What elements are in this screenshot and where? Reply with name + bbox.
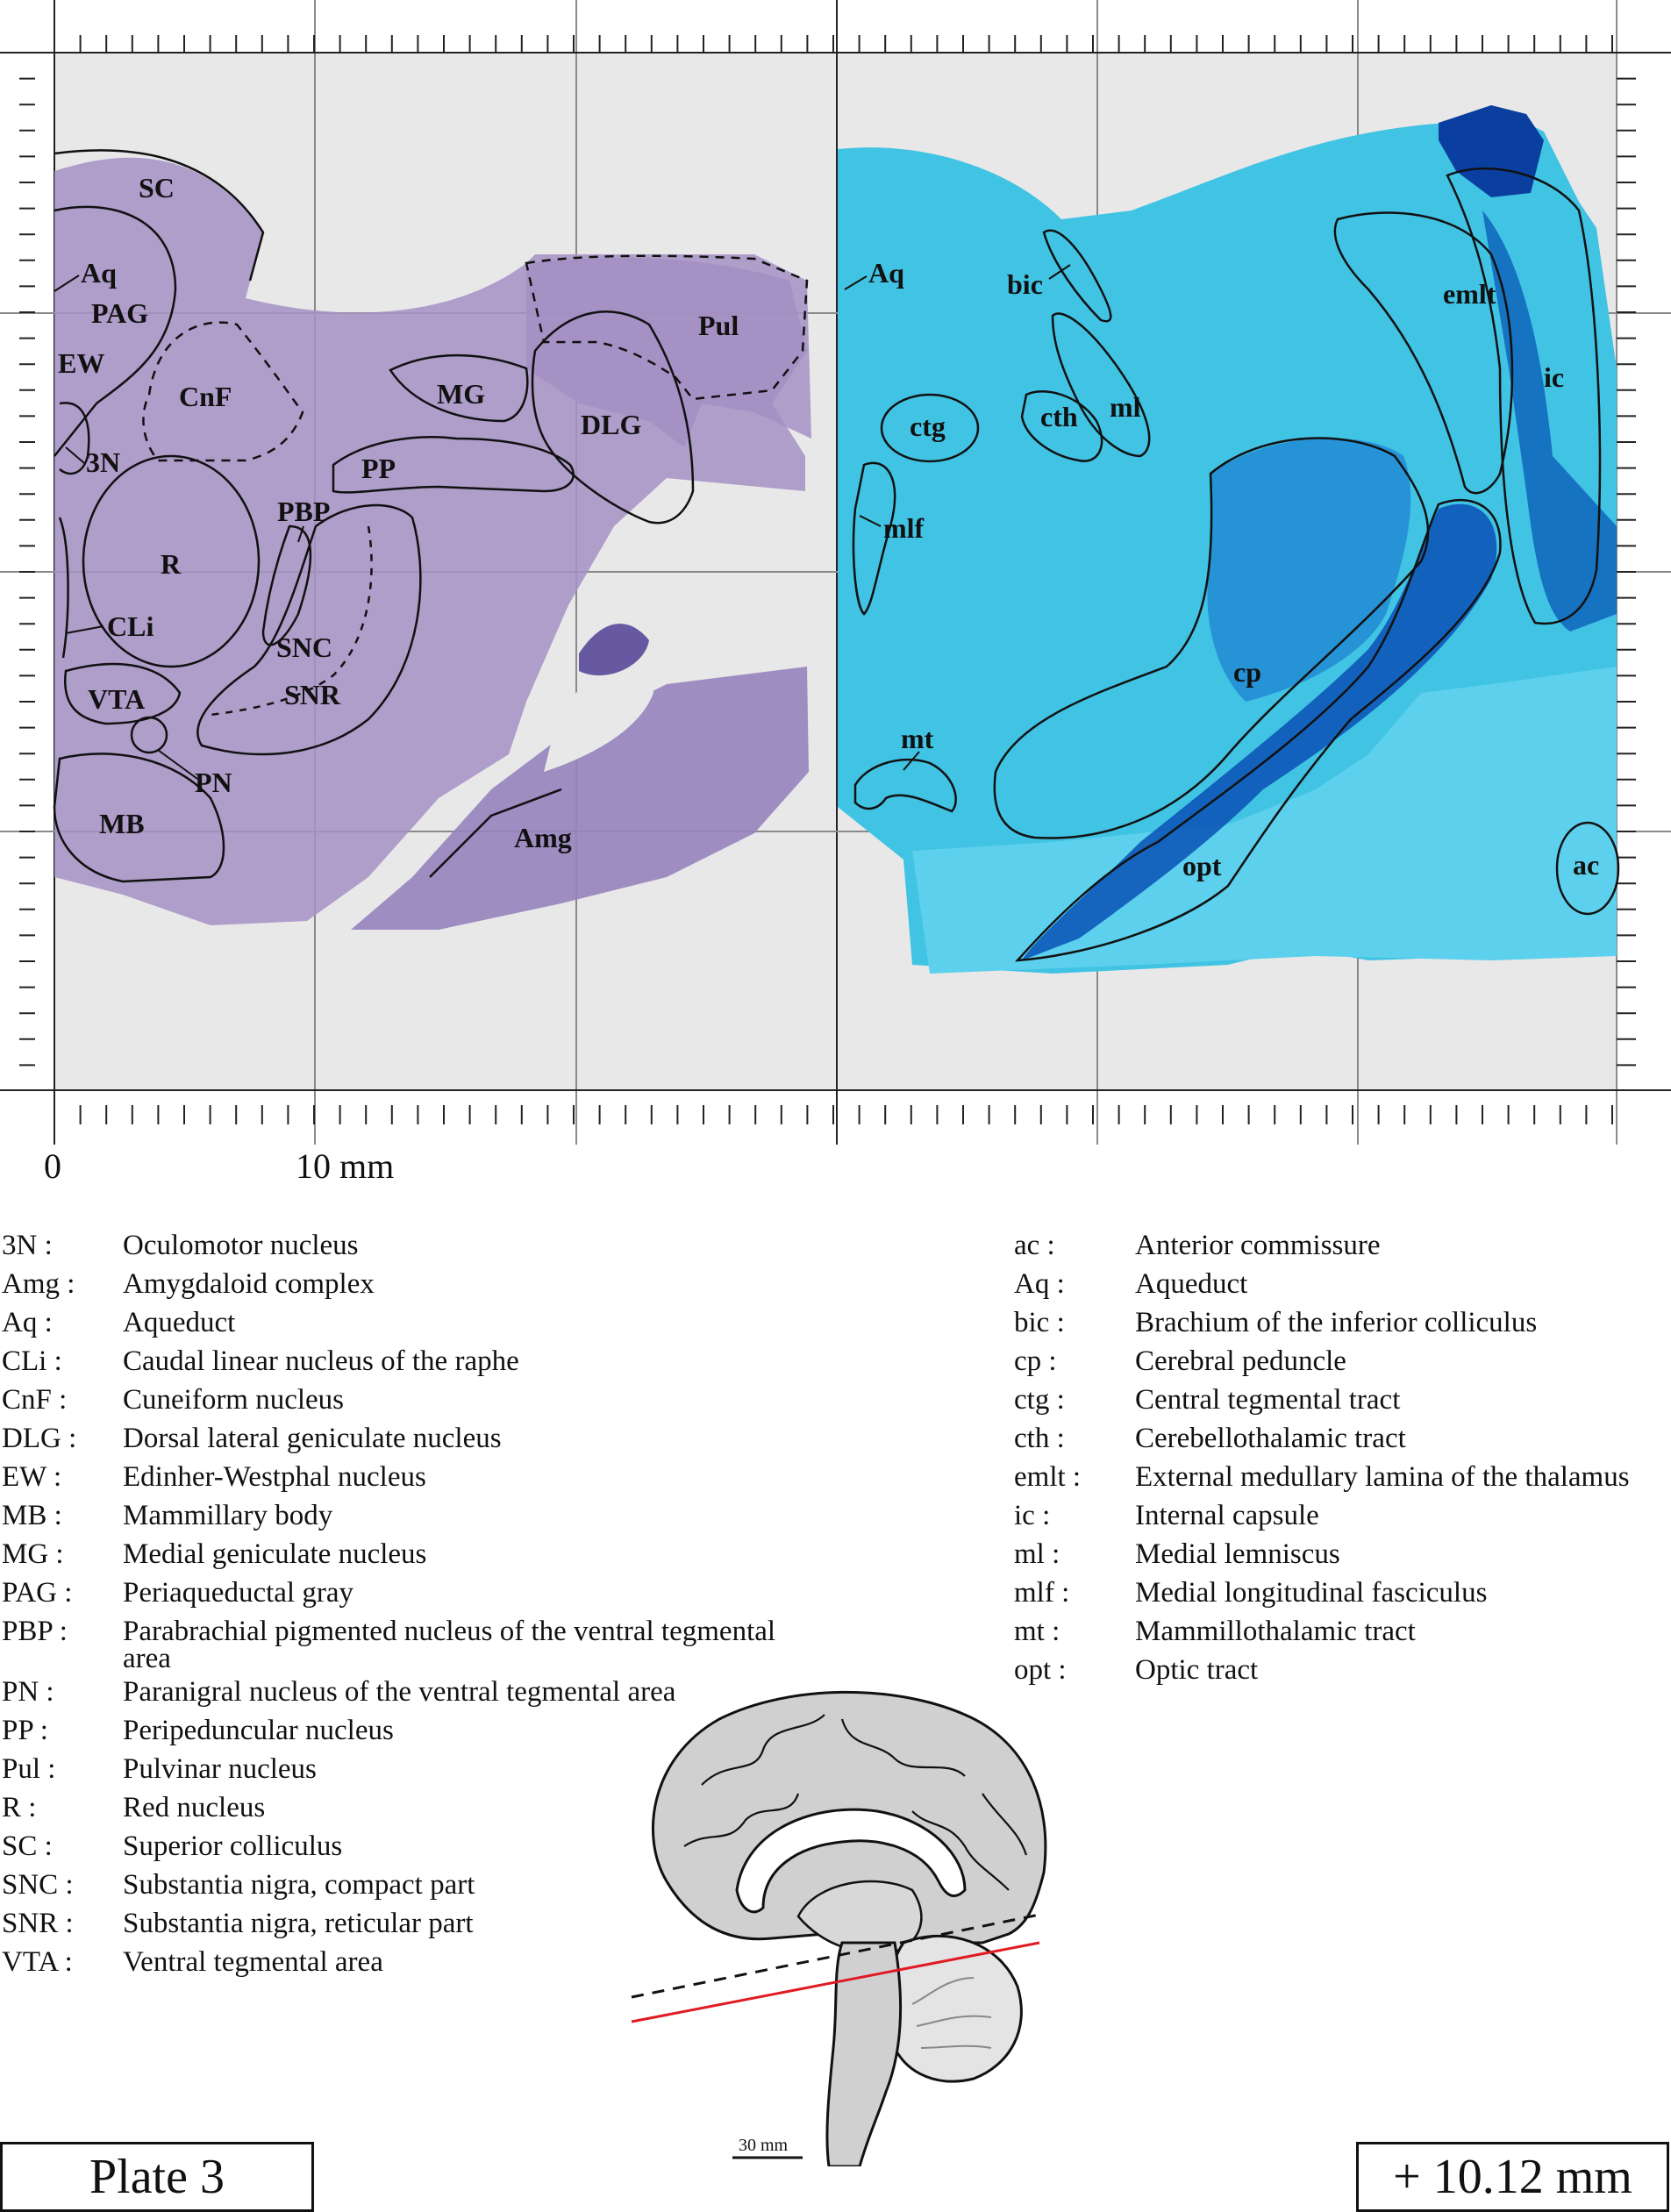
legend-abbreviation: MB : — [2, 1500, 62, 1531]
legend-description: Cuneiform nucleus — [123, 1384, 345, 1416]
brain-cerebellum — [887, 1936, 1021, 2081]
label-mlf: mlf — [883, 512, 925, 544]
legend-abbreviation: ac : — [1014, 1230, 1055, 1261]
legend-abbreviation: cth : — [1014, 1423, 1065, 1454]
legend-entry — [2, 1265, 791, 1303]
legend-entry — [2, 1612, 791, 1673]
legend-entry — [1014, 1342, 1663, 1381]
legend-entry — [2, 1573, 791, 1612]
label-ml: ml — [1110, 391, 1141, 423]
legend-abbreviation: PP : — [2, 1715, 48, 1746]
legend-abbreviation: Amg : — [2, 1268, 75, 1300]
label-vta: VTA — [88, 683, 146, 715]
legend-right — [1014, 1226, 1663, 1689]
legend-description: Substantia nigra, compact part — [123, 1869, 475, 1901]
label-bic: bic — [1007, 268, 1043, 300]
label-cli: CLi — [107, 610, 154, 642]
legend-entry — [2, 1226, 791, 1265]
brain-orientation-diagram — [614, 1680, 1070, 2166]
legend-description: Mammillary body — [123, 1500, 333, 1531]
legend-entry — [2, 1303, 791, 1342]
label-cth: cth — [1040, 401, 1078, 432]
label-pbp: PBP — [277, 496, 331, 527]
label-pp: PP — [361, 453, 396, 484]
legend-abbreviation: ctg : — [1014, 1384, 1065, 1416]
legend-description: Anterior commissure — [1135, 1230, 1381, 1261]
legend-entry — [1014, 1303, 1663, 1342]
label-pn: PN — [195, 767, 232, 798]
legend-entry — [1014, 1496, 1663, 1535]
label-sc: SC — [139, 172, 175, 203]
legend-description: Red nucleus — [123, 1792, 266, 1823]
brain-scale-label: 30 mm — [739, 2136, 789, 2155]
label-cp: cp — [1233, 656, 1261, 688]
legend-description: Paranigral nucleus of the ventral tegmental area — [123, 1676, 676, 1708]
legend-entry — [1014, 1612, 1663, 1651]
legend-abbreviation: R : — [2, 1792, 37, 1823]
legend-description: External medullary lamina of the thalamus — [1135, 1461, 1630, 1493]
label-ew: EW — [58, 347, 105, 379]
label-mt: mt — [901, 723, 934, 754]
stereotaxic-coordinate-box — [1356, 2142, 1669, 2212]
label-pag: PAG — [91, 297, 149, 329]
legend-description: Optic tract — [1135, 1654, 1259, 1686]
legend-description: Aqueduct — [123, 1307, 236, 1338]
stereotaxic-coordinate: + 10.12 mm — [1393, 2150, 1632, 2204]
legend-abbreviation: DLG : — [2, 1423, 77, 1454]
legend-entry — [2, 1381, 791, 1419]
label-mg: MG — [437, 378, 486, 410]
legend-description: Amygdaloid complex — [123, 1268, 375, 1300]
legend-description: Medial longitudinal fasciculus — [1135, 1577, 1488, 1609]
legend-abbreviation: SNC : — [2, 1869, 74, 1901]
legend-abbreviation: SC : — [2, 1830, 53, 1862]
legend-description: Caudal linear nucleus of the raphe — [123, 1345, 519, 1377]
label-ac: ac — [1573, 849, 1600, 881]
legend-description: Medial geniculate nucleus — [123, 1538, 427, 1570]
legend-abbreviation: bic : — [1014, 1307, 1065, 1338]
legend-abbreviation: Aq : — [2, 1307, 53, 1338]
legend-description: Medial lemniscus — [1135, 1538, 1340, 1570]
plate-number: Plate 3 — [89, 2150, 225, 2204]
legend-abbreviation: Pul : — [2, 1753, 56, 1785]
legend-abbreviation: ml : — [1014, 1538, 1060, 1570]
legend-entry — [2, 1458, 791, 1496]
legend-abbreviation: mlf : — [1014, 1577, 1070, 1609]
plate-number-box — [0, 2142, 314, 2212]
legend-entry — [1014, 1535, 1663, 1573]
legend-description: Central tegmental tract — [1135, 1384, 1401, 1416]
legend-abbreviation: EW : — [2, 1461, 62, 1493]
legend-entry — [1014, 1651, 1663, 1689]
legend-abbreviation: mt : — [1014, 1616, 1060, 1647]
legend-description: Periaqueductal gray — [123, 1577, 353, 1609]
legend-abbreviation: cp : — [1014, 1345, 1057, 1377]
legend-description: Ventral tegmental area — [123, 1946, 383, 1978]
legend-description: Edinher-Westphal nucleus — [123, 1461, 426, 1493]
legend-description: Parabrachial pigmented nucleus of the ventral tegmental area — [123, 1616, 776, 1674]
axis-ten-mm-label: 10 mm — [296, 1146, 395, 1186]
legend-abbreviation: opt : — [1014, 1654, 1067, 1686]
legend-entry — [1014, 1265, 1663, 1303]
label-snc: SNC — [276, 631, 333, 663]
legend-description: Dorsal lateral geniculate nucleus — [123, 1423, 502, 1454]
label-emlt: emlt — [1443, 278, 1496, 310]
label-opt: opt — [1182, 850, 1222, 881]
legend-description: Internal capsule — [1135, 1500, 1319, 1531]
label-snr: SNR — [284, 679, 341, 710]
legend-description: Peripeduncular nucleus — [123, 1715, 394, 1746]
legend-entry — [1014, 1458, 1663, 1496]
legend-abbreviation: PBP : — [2, 1616, 68, 1647]
label-mb: MB — [99, 808, 145, 839]
legend-entry — [2, 1496, 791, 1535]
legend-abbreviation: emlt : — [1014, 1461, 1082, 1493]
legend-entry — [1014, 1419, 1663, 1458]
legend-entry — [1014, 1573, 1663, 1612]
legend-entry — [1014, 1226, 1663, 1265]
label-amg: Amg — [514, 822, 572, 853]
legend-description: Brachium of the inferior colliculus — [1135, 1307, 1538, 1338]
legend-description: Mammillothalamic tract — [1135, 1616, 1416, 1647]
legend-entry — [2, 1342, 791, 1381]
label-ic: ic — [1544, 361, 1565, 393]
legend-abbreviation: PN : — [2, 1676, 54, 1708]
axis-zero-label: 0 — [44, 1146, 61, 1186]
legend-abbreviation: 3N : — [2, 1230, 53, 1261]
label-pul: Pul — [698, 310, 739, 341]
legend-abbreviation: CnF : — [2, 1384, 68, 1416]
legend-entry — [1014, 1381, 1663, 1419]
label-r: R — [161, 548, 182, 580]
legend-description: Cerebellothalamic tract — [1135, 1423, 1406, 1454]
legend-entry — [2, 1535, 791, 1573]
label-aq-right: Aq — [868, 257, 904, 289]
legend-description: Pulvinar nucleus — [123, 1753, 317, 1785]
label-cnf: CnF — [179, 381, 232, 412]
label-dlg: DLG — [581, 409, 642, 440]
legend-abbreviation: Aq : — [1014, 1268, 1065, 1300]
legend-description: Cerebral peduncle — [1135, 1345, 1346, 1377]
legend-description: Superior colliculus — [123, 1830, 343, 1862]
legend-abbreviation: VTA : — [2, 1946, 73, 1978]
legend-abbreviation: MG : — [2, 1538, 64, 1570]
legend-abbreviation: ic : — [1014, 1500, 1051, 1531]
legend-abbreviation: PAG : — [2, 1577, 73, 1609]
legend-description: Substantia nigra, reticular part — [123, 1908, 474, 1939]
label-ctg: ctg — [910, 410, 946, 442]
myelin-section — [838, 105, 1618, 974]
legend-description: Oculomotor nucleus — [123, 1230, 359, 1261]
legend-abbreviation: SNR : — [2, 1908, 74, 1939]
label-3n: 3N — [86, 446, 121, 478]
label-aq-left: Aq — [81, 257, 117, 289]
legend-entry — [2, 1419, 791, 1458]
legend-description: Aqueduct — [1135, 1268, 1248, 1300]
legend-abbreviation: CLi : — [2, 1345, 62, 1377]
